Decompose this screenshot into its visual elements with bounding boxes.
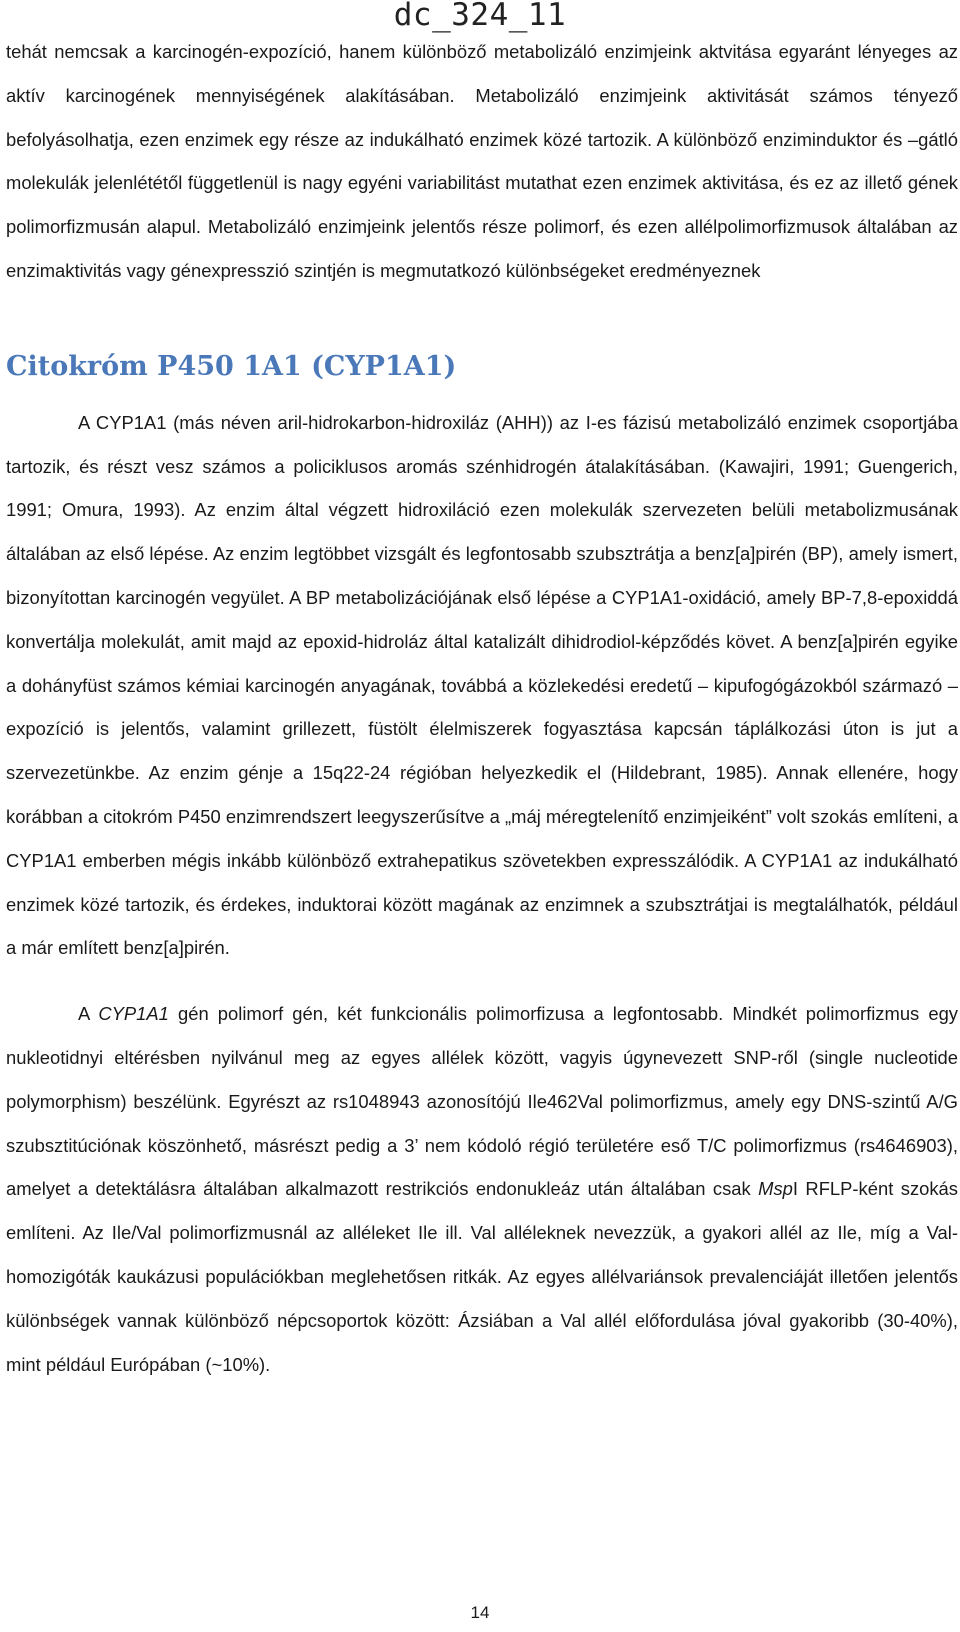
gene-name-italic: CYP1A1: [98, 1003, 169, 1025]
page-body: [6, 30, 958, 1386]
paragraph-text-segment: I RFLP-ként szokás említeni. Az Ile/Val polimorfizmusnál az alléleket Ile ill. Val alléleknek nevezzük, a gyakori allél az Ile, míg a Val-homozigóták kaukázusi populációkban meglehetősen ritkák. Az egyes allélvariánsok prevalenciáját illetően jelentős különbségek vannak különböző népcsoportok között: Ázsiában a Val allél előfordulása jóval gyakoribb (30-40%), mint például Európában (~10%).: [6, 1178, 958, 1375]
section-heading: Citokróm P450 1A1 (CYP1A1): [6, 350, 457, 382]
enzyme-name-italic: Msp: [758, 1178, 793, 1200]
paragraph-text-segment: A: [78, 1003, 99, 1025]
paragraph-cyp1a1-polymorphism: [6, 992, 958, 1386]
page-number: 14: [470, 1603, 490, 1622]
paragraph-cyp1a1-description: A CYP1A1 (más néven aril-hidrokarbon-hidroxiláz (AHH)) az I-es fázisú metabolizáló enzimek csoportjába tartozik, és részt vesz számos a policiklusos aromás szénhidrogén átalakításában. (Kawajiri, 1991; Guengerich, 1991; Omura, 1993). Az enzim által végzett hidroxiláció ezen molekulák szervezeten belüli metabolizmusának általában az első lépése. Az enzim legtöbbet vizsgált és legfontosabb szubsztrátja a benz[a]pirén (BP), amely ismert, bizonyítottan karcinogén vegyület. A BP metabolizációjának első lépése a CYP1A1-oxidáció, amely BP-7,8-epoxiddá konvertálja molekulát, amit majd az epoxid-hidroláz által katalizált dihidrodiol-képződés követ. A benz[a]pirén egyike a dohányfüst számos kémiai karcinogén anyagának, továbbá a közlekedési eredetű – kipufogógázokból származó – expozíció is jelentős, valamint grillezett, füstölt élelmiszerek fogyasztása kapcsán táplálkozási úton is jut a szervezetünkbe. Az enzim génje a 15q22-24 régióban helyezkedik el (Hildebrant, 1985). Annak ellenére, hogy korábban a citokróm P450 enzimrendszert leegyszerűsítve a „máj méregtelenítő enzimjeiként” volt szokás említeni, a CYP1A1 emberben mégis inkább különböző extrahepatikus szövetekben expresszálódik. A CYP1A1 az indukálható enzimek közé tartozik, és érdekes, induktorai között magának az enzimnek a szubsztrátjai is megtalálhatók, például a már említett benz[a]pirén.: [6, 411, 958, 959]
document-id-header: dc_324_11: [393, 0, 567, 33]
paragraph-text-segment: gén polimorf gén, két funkcionális polimorfizusa a legfontosabb. Mindkét polimorfizmus egy nukleotidnyi eltérésben nyilvánul meg az egyes allélek között, vagyis úgynevezett SNP-ről (single nucleotide polymorphism) beszélünk. Egyrészt az rs1048943 azonosítójú Ile462Val polimorfizmus, amely egy DNS-szintű A/G szubsztitúciónak köszönhető, másrészt pedig a 3’ nem kódoló régió területére eső T/C polimorfizmus (rs4646903), amelyet a detektálásra általában alkalmazott restrikciós endonukleáz után általában csak: [6, 1003, 958, 1200]
intro-paragraph: tehát nemcsak a karcinogén-expozíció, hanem különböző metabolizáló enzimjeink aktvitása egyaránt lényeges az aktív karcinogének mennyiségének alakításában. Metabolizáló enzimjeink aktivitását számos tényező befolyásolhatja, ezen enzimek egy része az indukálható enzimek közé tartozik. A különböző enziminduktor és –gátló molekulák jelenlététől függetlenül is nagy egyéni variabilitást mutathat ezen enzimek aktivitása, és ez az illető gének polimorfizmusán alapul. Metabolizáló enzimjeink jelentős része polimorf, és ezen allélpolimorfizmusok általában az enzimaktivitás vagy génexpresszió szintjén is megmutatkozó különbségeket eredményeznek: [6, 41, 958, 281]
